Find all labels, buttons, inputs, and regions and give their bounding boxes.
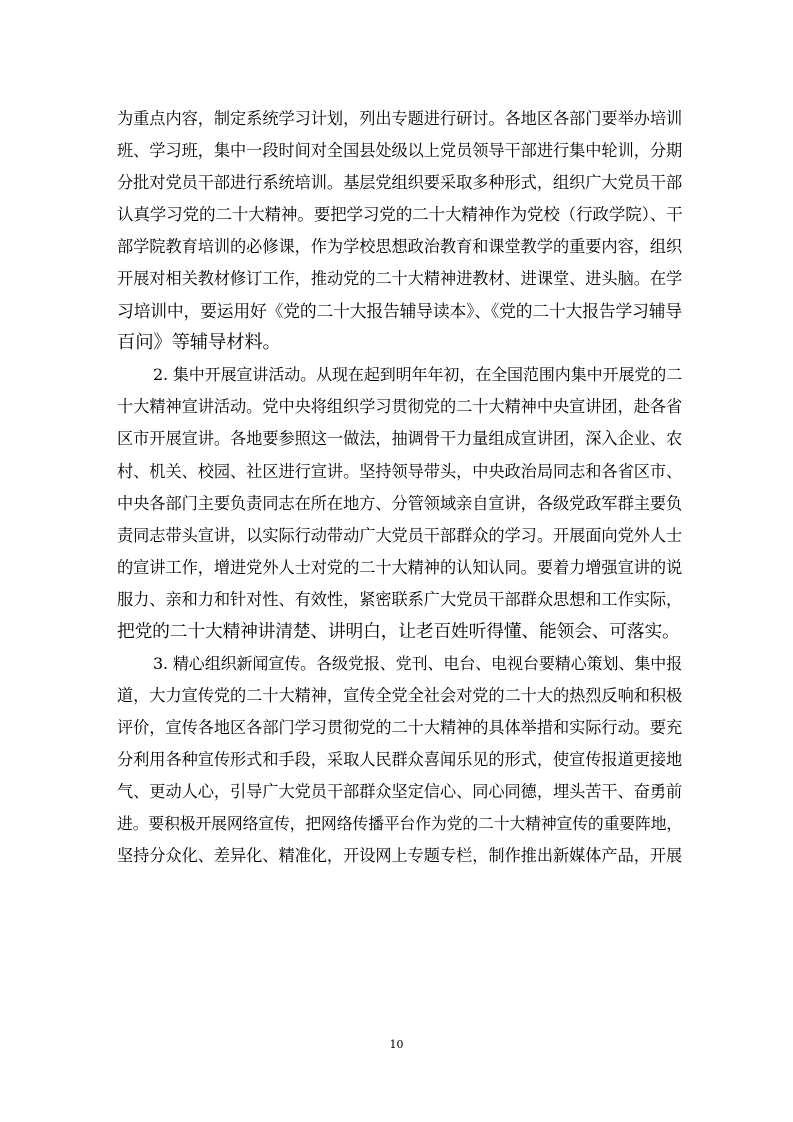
page-number: 10 <box>389 1038 404 1051</box>
text-line: 坚持分众化、差异化、精准化，开设网上专题专栏，制作推出新媒体产品，开展 <box>117 846 682 866</box>
text-line: 把党的二十大精神讲清楚、讲明白，让老百姓听得懂、能领会、可落实。 <box>117 620 680 642</box>
paragraph-news-publicity <box>117 648 682 872</box>
text-line: 分利用各种宣传形式和手段，采取人民群众喜闻乐见的形式，使宣传报道更接地 <box>117 749 682 769</box>
text-line: 分批对党员干部进行系统培训。基层党组织要采取多种形式，组织广大党员干部 <box>117 173 682 193</box>
text-line: 的宣讲工作，增进党外人士对党的二十大精神的认知认同。要着力增强宣讲的说 <box>117 557 682 577</box>
text-line: 进。要积极开展网络宣传，把网络传播平台作为党的二十大精神宣传的重要阵地， <box>117 814 682 834</box>
body-text <box>117 103 682 872</box>
text-line: 服力、亲和力和针对性、有效性，紧密联系广大党员干部群众思想和工作实际， <box>117 589 682 609</box>
text-line: 开展对相关教材修订工作，推动党的二十大精神进教材、进课堂、进头脑。在学 <box>117 269 682 289</box>
text-line: 区市开展宣讲。各地要参照这一做法，抽调骨干力量组成宣讲团，深入企业、农 <box>117 429 682 449</box>
text-line: 百问》等辅导材料。 <box>117 332 281 354</box>
text-line: 道，大力宣传党的二十大精神，宣传全党全社会对党的二十大的热烈反响和积极 <box>117 685 682 705</box>
paragraph-study-plan <box>117 103 682 359</box>
text-line: 认真学习党的二十大精神。要把学习党的二十大精神作为党校（行政学院）、干 <box>117 205 682 225</box>
text-line: 3. 精心组织新闻宣传。各级党报、党刊、电台、电视台要精心策划、集中报 <box>153 653 682 673</box>
text-line: 部学院教育培训的必修课，作为学校思想政治教育和课堂教学的重要内容，组织 <box>117 237 682 257</box>
text-line: 责同志带头宣讲，以实际行动带动广大党员干部群众的学习。开展面向党外人士 <box>117 525 682 545</box>
text-line: 为重点内容，制定系统学习计划，列出专题进行研讨。各地区各部门要举办培训 <box>117 109 682 128</box>
text-line: 习培训中，要运用好《党的二十大报告辅导读本》、《党的二十大报告学习辅导 <box>117 301 682 322</box>
text-line: 评价，宣传各地区各部门学习贯彻党的二十大精神的具体举措和实际行动。要充 <box>117 717 682 737</box>
text-line: 村、机关、校园、社区进行宣讲。坚持领导带头，中央政治局同志和各省区市、 <box>117 461 682 481</box>
text-line: 2. 集中开展宣讲活动。从现在起到明年年初，在全国范围内集中开展党的二 <box>153 365 682 385</box>
paragraph-lecture-activities <box>117 359 682 647</box>
text-line: 十大精神宣讲活动。党中央将组织学习贯彻党的二十大精神中央宣讲团，赴各省 <box>117 397 682 417</box>
text-line: 班、学习班，集中一段时间对全国县处级以上党员领导干部进行集中轮训，分期 <box>117 141 682 161</box>
text-line: 气、更动人心，引导广大党员干部群众坚定信心、同心同德，埋头苦干、奋勇前 <box>117 781 682 801</box>
text-line: 中央各部门主要负责同志在所在地方、分管领域亲自宣讲，各级党政军群主要负 <box>117 493 682 513</box>
